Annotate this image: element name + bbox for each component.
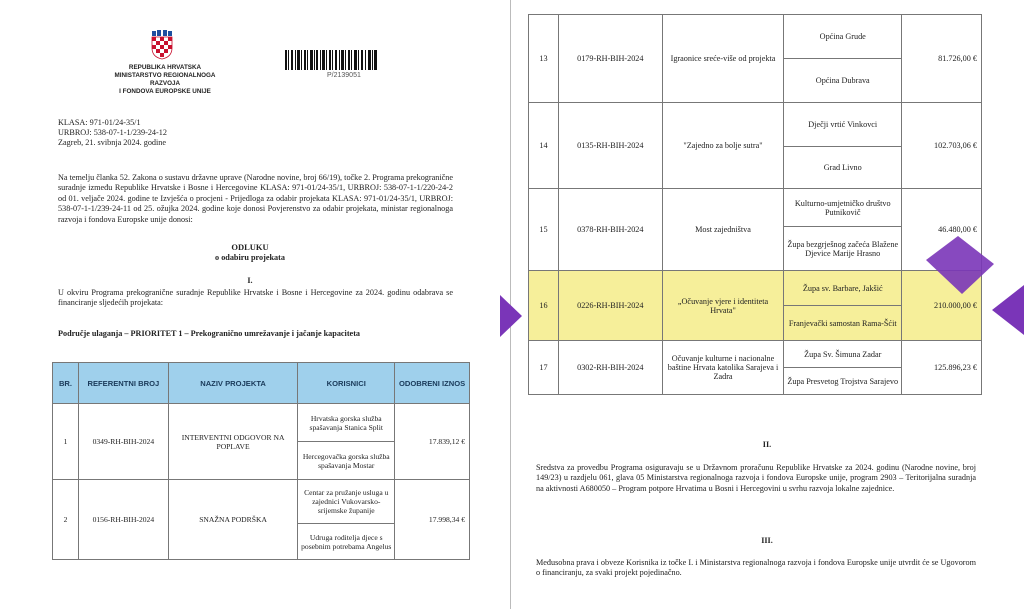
cell-br: 15 (529, 189, 559, 271)
section-3-heading: III. (761, 536, 773, 545)
cell-korisnik: Župa Sv. Šimuna Zadar (784, 341, 902, 368)
cell-br: 13 (529, 15, 559, 103)
document-meta (58, 118, 167, 148)
section-1-heading: I. (247, 276, 253, 285)
table-row (53, 480, 470, 524)
cell-ref: 0349-RH-BIH-2024 (78, 404, 168, 480)
section-2-text: Sredstva za provedbu Programa osiguravaju se u Državnom proračunu Republike Hrvatske za 2024. godinu (Narodne novine, broj 149/23) u razdjelu 061, glava 05 Ministarstva regionalnoga razvoja i fondova Europske unije, program 2903 – Teritorijalna suradnja na aktivnosti A680050 – Program potpore Hrvatima u Bosni i Hercegovini u svrhu razvoja lokalne zajednice. (536, 463, 976, 493)
cell-naziv: "Zajedno za bolje sutra" (662, 103, 784, 189)
cell-iznos: 125.896,23 € (902, 341, 982, 395)
table-row (529, 341, 982, 368)
intro-paragraph: Na temelju članka 52. Zakona o sustavu državne uprave (Narodne novine, broj 66/19), točke 2. Programa prekogranične suradnje između Republike Hrvatske i Bosne i Hercegovine KLASA: 971-01/24-35/1, URBROJ: 538-07-1-1/220-24-2 od 01. veljače 2024. godine te Izvješća o procjeni - Prijedloga za odabir projekata KLASA: 971-01/24-35/1, URBROJ: 538-07-1-1/239-24-11 od 25. ožujka 2024. godine koje donosi Povjerenstvo za odabir projekata, ministar regionalnoga razvoja i fondova Europske unije donosi: (58, 173, 453, 224)
table-row (529, 15, 982, 59)
cell-iznos: 102.703,06 € (902, 103, 982, 189)
date-line: Zagreb, 21. svibnja 2024. godine (58, 138, 167, 147)
cell-ref: 0135-RH-BIH-2024 (558, 103, 662, 189)
cell-naziv: Igraonice sreće-više od projekta (662, 15, 784, 103)
cell-naziv: „Očuvanje vjere i identiteta Hrvata" (662, 271, 784, 341)
cell-naziv: INTERVENTNI ODGOVOR NA POPLAVE (168, 404, 298, 480)
projects-table-right (528, 14, 982, 395)
cell-br: 17 (529, 341, 559, 395)
cell-iznos: 210.000,00 € (902, 271, 982, 341)
cell-korisnik: Dječji vrtić Vinkovci (784, 103, 902, 147)
cell-korisnik: Kulturno-umjetničko društvo Putnikovič (784, 189, 902, 227)
purple-triangle-right-decoration-icon (992, 285, 1024, 335)
header-ref: REFERENTNI BROJ (78, 363, 168, 404)
table-row (53, 404, 470, 442)
cell-br: 2 (53, 480, 79, 560)
urbroj: URBROJ: 538-07-1-1/239-24-12 (58, 128, 167, 137)
cell-ref: 0226-RH-BIH-2024 (558, 271, 662, 341)
ministry-header (100, 64, 230, 96)
cell-korisnik: Župa sv. Barbare, Jakšić (784, 271, 902, 306)
cell-ref: 0302-RH-BIH-2024 (558, 341, 662, 395)
klasa: KLASA: 971-01/24-35/1 (58, 118, 141, 127)
cell-naziv: SNAŽNA PODRŠKA (168, 480, 298, 560)
right-page-content (510, 0, 1024, 609)
decision-title: ODLUKU (231, 242, 269, 252)
ministry-line-2: MINISTARSTVO REGIONALNOGA RAZVOJA (114, 72, 216, 87)
cell-iznos: 81.726,00 € (902, 15, 982, 103)
cell-korisnik: Župa Presvetog Trojstva Sarajevo (784, 368, 902, 395)
cell-naziv: Most zajedništva (662, 189, 784, 271)
cell-ref: 0156-RH-BIH-2024 (78, 480, 168, 560)
cell-ref: 0378-RH-BIH-2024 (558, 189, 662, 271)
header-br: BR. (53, 363, 79, 404)
cell-korisnik: Hrvatska gorska služba spašavanja Stanica Split (298, 404, 395, 442)
cell-korisnik: Župa bezgrješnog začeća Blažene Djevice Marije Hrasno (784, 227, 902, 271)
cell-korisnik: Hercegovačka gorska služba spašavanja Mostar (298, 442, 395, 480)
cell-korisnik: Grad Livno (784, 147, 902, 189)
purple-triangle-left-decoration-icon (500, 295, 522, 337)
header-iznos: ODOBRENI IZNOS (395, 363, 470, 404)
section-3-text: Međusobna prava i obveze Korisnika iz točke I. i Ministarstva regionalnoga razvoja i fondova Europske unije utvrdit će se Ugovorom o financiranju, za svaki projekt pojedinačno. (536, 558, 976, 578)
barcode-icon (285, 50, 377, 70)
table-header-row (53, 363, 470, 404)
table-row (529, 103, 982, 147)
table-row-highlighted (529, 271, 982, 306)
purple-diamond-decoration-icon (918, 236, 994, 296)
cell-korisnik: Udruga roditelja djece s posebnim potrebama Angelus (298, 524, 395, 560)
cell-iznos: 46.480,00 € (902, 189, 982, 271)
cell-iznos: 17.839,12 € (395, 404, 470, 480)
ministry-line-3: I FONDOVA EUROPSKE UNIJE (119, 88, 211, 95)
croatian-coat-of-arms-icon (150, 30, 174, 60)
projects-table-left (52, 362, 470, 560)
decision-subtitle: o odabiru projekata (215, 253, 285, 262)
table-row (529, 189, 982, 227)
cell-ref: 0179-RH-BIH-2024 (558, 15, 662, 103)
cell-br: 16 (529, 271, 559, 341)
ministry-line-1: REPUBLIKA HRVATSKA (128, 64, 202, 71)
section-2-heading: II. (762, 440, 772, 449)
cell-br: 1 (53, 404, 79, 480)
cell-naziv: Očuvanje kulturne i nacionalne baštine Hrvata katolika Sarajeva i Zadra (662, 341, 784, 395)
cell-iznos: 17.998,34 € (395, 480, 470, 560)
cell-korisnik: Općina Grude (784, 15, 902, 59)
header-naziv: NAZIV PROJEKTA (168, 363, 298, 404)
priority-area-heading: Područje ulaganja – PRIORITET 1 – Prekogranično umrežavanje i jačanje kapaciteta (58, 329, 361, 338)
cell-korisnik: Franjevački samostan Rama-Šćit (784, 306, 902, 341)
cell-korisnik: Općina Dubrava (784, 59, 902, 103)
section-1-text: U okviru Programa prekogranične suradnje Republike Hrvatske i Bosne i Hercegovine za 2024. godinu odabrava se financiranje sljedećih projekata: (58, 288, 453, 308)
barcode-number: P/2139051 (327, 72, 361, 79)
cell-korisnik: Centar za pružanje usluga u zajednici Vukovarsko-srijemske županije (298, 480, 395, 524)
cell-br: 14 (529, 103, 559, 189)
header-korisnici: KORISNICI (298, 363, 395, 404)
